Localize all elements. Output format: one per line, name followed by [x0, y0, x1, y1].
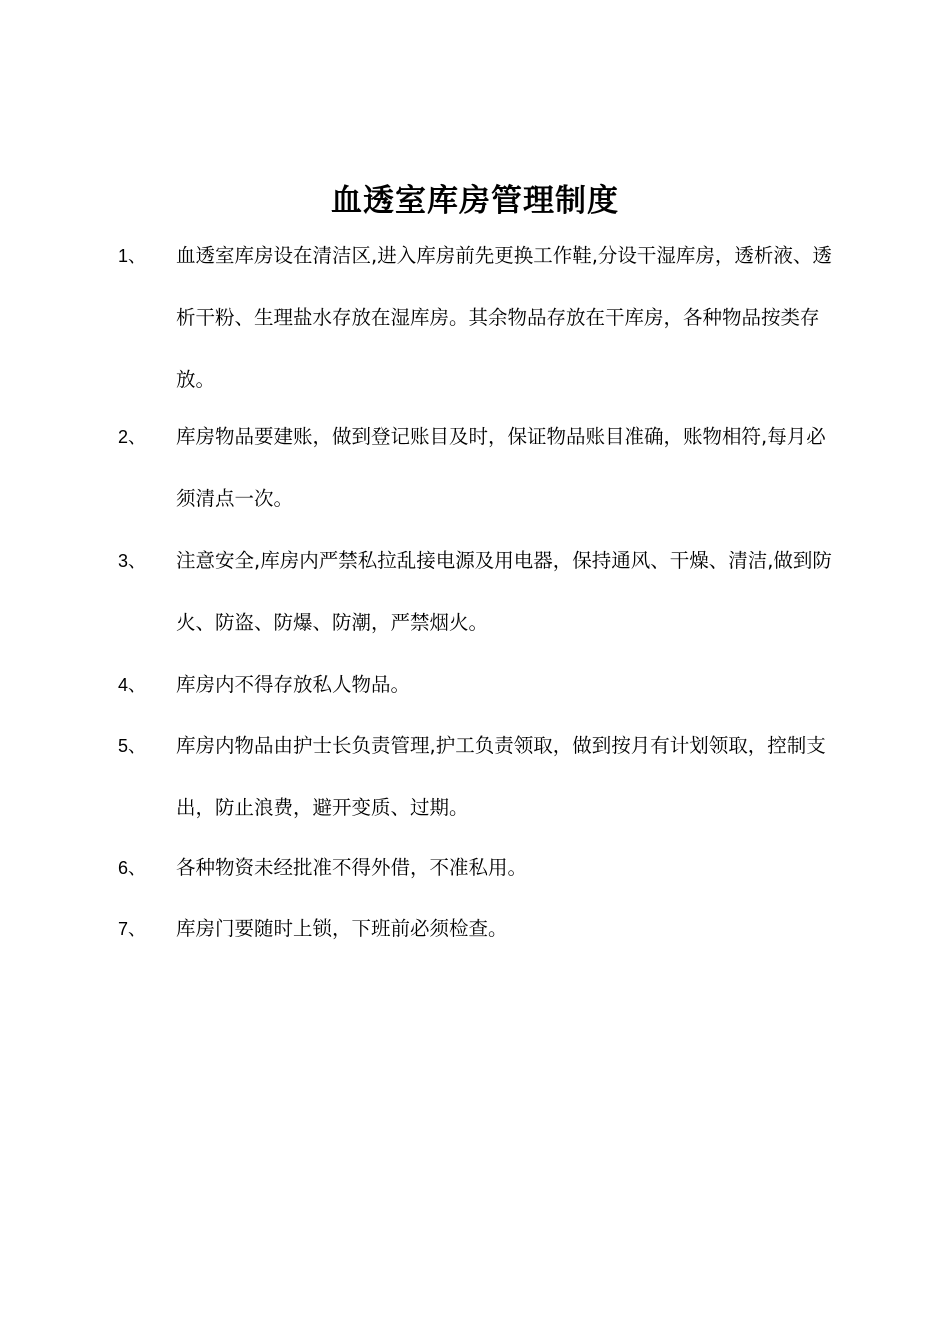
rule-text: 各种物资未经批准不得外借，不准私用。	[176, 856, 528, 879]
rule-number: 7、	[118, 919, 147, 939]
rule-number: 3、	[118, 551, 147, 571]
rule-text: 库房门要随时上锁，下班前必须检查。	[176, 917, 508, 940]
rule-item-5	[118, 726, 916, 839]
rule-number: 2、	[118, 427, 147, 447]
rule-item-1	[118, 236, 916, 411]
rule-item-3	[118, 541, 916, 654]
rule-number: 4、	[118, 675, 147, 695]
rule-item-7	[118, 909, 916, 949]
rule-text: 注意安全,库房内严禁私拉乱接电源及用电器，保持通风、干燥、清洁,做到防火、防盗、防爆、防潮，严禁烟火。	[176, 549, 832, 634]
rule-item-6	[118, 848, 916, 888]
rule-item-2	[118, 417, 916, 530]
rule-text: 库房物品要建账，做到登记账目及时，保证物品账目准确，账物相符,每月必须清点一次。	[176, 425, 826, 510]
rule-number: 1、	[118, 246, 147, 266]
rule-number: 5、	[118, 736, 147, 756]
rule-text: 库房内物品由护士长负责管理,护工负责领取，做到按月有计划领取，控制支出，防止浪费，避开变质、过期。	[176, 734, 826, 819]
rule-text: 血透室库房设在清洁区,进入库房前先更换工作鞋,分设干湿库房，透析液、透析干粉、生理盐水存放在湿库房。其余物品存放在干库房，各种物品按类存放。	[176, 244, 832, 391]
rule-number: 6、	[118, 858, 147, 878]
document-title: 血透室库房管理制度	[331, 183, 619, 219]
rule-item-4	[118, 665, 916, 705]
rule-text: 库房内不得存放私人物品。	[176, 673, 411, 696]
